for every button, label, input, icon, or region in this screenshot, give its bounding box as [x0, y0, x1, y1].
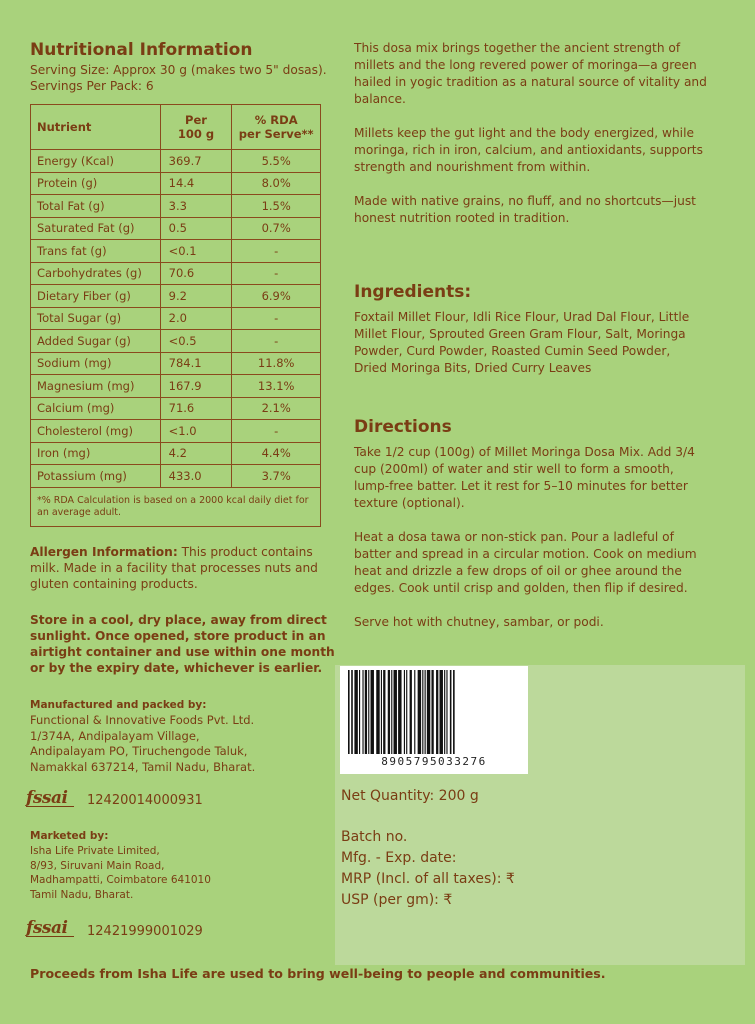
- nutrient-cell: Potassium (mg): [31, 465, 161, 488]
- table-row: [31, 150, 321, 173]
- barcode-bar: [371, 670, 374, 754]
- rda-cell: -: [232, 420, 321, 443]
- nutrient-cell: Energy (Kcal): [31, 150, 161, 173]
- barcode-bar: [450, 670, 452, 754]
- table-row: [31, 307, 321, 330]
- allergen-info: [30, 544, 330, 592]
- nutrient-cell: Trans fat (g): [31, 240, 161, 263]
- per100g-cell: 70.6: [160, 262, 232, 285]
- header-nutrient: Nutrient: [31, 105, 161, 150]
- barcode: [340, 666, 528, 774]
- allergen-label: Allergen Information:: [30, 545, 178, 559]
- header-per-line2: 100 g: [177, 127, 215, 141]
- barcode-bar: [381, 670, 382, 754]
- table-row: [31, 420, 321, 443]
- fssai-underline: [26, 806, 74, 807]
- header-per-100g: [160, 105, 232, 150]
- barcode-bar: [348, 670, 350, 754]
- barcode-bar: [422, 670, 423, 754]
- table-row: [31, 285, 321, 308]
- description-paragraph: This dosa mix brings together the ancient strength of millets and the long revered power of moringa—a green hailed in yogic tradition as a natural source of vitality and balance.: [354, 41, 707, 106]
- table-footnote: *% RDA Calculation is based on a 2000 kcal daily diet for an average adult.: [31, 487, 321, 526]
- manufacturer-line: Functional & Innovative Foods Pvt. Ltd.: [30, 713, 255, 727]
- barcode-bar: [444, 670, 445, 754]
- fssai-number-marketer: 12421999001029: [87, 924, 203, 939]
- storage-instructions: Store in a cool, dry place, away from direct sunlight. Once opened, store product in an airtight container and use within one month or by the expiry date, whichever is earlier.: [30, 613, 335, 675]
- fssai-underline: [26, 936, 74, 937]
- direction-step: Take 1/2 cup (100g) of Millet Moringa Dosa Mix. Add 3/4 cup (200ml) of water and stir well to form a smooth, lump-free batter. Let it rest for 5–10 minutes for better texture (optional).: [354, 445, 695, 510]
- per100g-cell: 14.4: [160, 172, 232, 195]
- per100g-cell: <1.0: [160, 420, 232, 443]
- manufacturer-line: Namakkal 637214, Tamil Nadu, Bharat.: [30, 759, 256, 774]
- manufacturer-label: Manufactured and packed by:: [30, 699, 207, 711]
- per100g-cell: 784.1: [160, 352, 232, 375]
- barcode-bar: [425, 670, 426, 754]
- nutrient-cell: Cholesterol (mg): [31, 420, 161, 443]
- header-rda: [232, 105, 321, 150]
- barcode-bar: [436, 670, 438, 754]
- nutrient-cell: Total Sugar (g): [31, 307, 161, 330]
- per100g-cell: 369.7: [160, 150, 232, 173]
- nutrient-cell: Magnesium (mg): [31, 375, 161, 398]
- directions-title: Directions: [354, 417, 452, 437]
- nutrient-cell: Dietary Fiber (g): [31, 285, 161, 308]
- marketer-line: 8/93, Siruvani Main Road,: [30, 859, 165, 872]
- barcode-bar: [440, 670, 443, 754]
- nutrition-table: [30, 104, 321, 527]
- barcode-bar: [414, 670, 415, 754]
- barcode-bar: [359, 670, 360, 754]
- table-footnote-row: [31, 487, 321, 526]
- barcode-bar: [351, 670, 353, 754]
- rda-cell: 13.1%: [232, 375, 321, 398]
- barcode-bar: [388, 670, 390, 754]
- footer-message: Proceeds from Isha Life are used to bring well-being to people and communities.: [30, 966, 606, 981]
- ingredients-title: Ingredients:: [354, 282, 472, 302]
- rda-cell: 5.5%: [232, 150, 321, 173]
- description-paragraph: Made with native grains, no fluff, and no shortcuts—just honest nutrition rooted in tradition.: [354, 194, 696, 225]
- rda-cell: 11.8%: [232, 352, 321, 375]
- marketer-address: [30, 844, 330, 902]
- barcode-bar: [446, 670, 447, 754]
- barcode-bar: [394, 670, 397, 754]
- nutrient-cell: Added Sugar (g): [31, 330, 161, 353]
- rda-cell: 8.0%: [232, 172, 321, 195]
- barcode-bar: [354, 670, 357, 754]
- table-row: [31, 172, 321, 195]
- nutrient-cell: Total Fat (g): [31, 195, 161, 218]
- nutrient-cell: Sodium (mg): [31, 352, 161, 375]
- mfg-exp-date: Mfg. - Exp. date:: [341, 850, 457, 866]
- rda-cell: -: [232, 307, 321, 330]
- manufacturer-address: [30, 713, 330, 775]
- ingredients-text: Foxtail Millet Flour, Idli Rice Flour, Urad Dal Flour, Little Millet Flour, Sprouted Green Gram Flour, Salt, Moringa Powder, Curd Powder, Roasted Cumin Seed Powder, Dried Moringa Bits, Dried Curry Leaves: [354, 310, 690, 375]
- serving-size: Serving Size: Approx 30 g (makes two 5" dosas).: [30, 63, 327, 77]
- barcode-bar: [410, 670, 412, 754]
- mrp: MRP (Incl. of all taxes): ₹: [341, 871, 515, 887]
- table-row: [31, 352, 321, 375]
- servings-per-pack: Servings Per Pack: 6: [30, 79, 154, 93]
- description-paragraph: Millets keep the gut light and the body energized, while moringa, rich in iron, calcium, and antioxidants, supports strength and nourishment from within.: [354, 126, 703, 174]
- per100g-cell: <0.1: [160, 240, 232, 263]
- per100g-cell: 167.9: [160, 375, 232, 398]
- allergen-text: This product contains milk. Made in a facility that processes nuts and gluten containing products.: [30, 545, 318, 591]
- table-header-row: [31, 105, 321, 150]
- rda-cell: 4.4%: [232, 442, 321, 465]
- per100g-cell: 71.6: [160, 397, 232, 420]
- barcode-bars: [340, 670, 528, 758]
- description: [354, 40, 724, 227]
- usp: USP (per gm): ₹: [341, 892, 453, 908]
- rda-cell: 3.7%: [232, 465, 321, 488]
- marketer-line: Madhampatti, Coimbatore 641010: [30, 874, 211, 886]
- rda-cell: 2.1%: [232, 397, 321, 420]
- table-row: [31, 397, 321, 420]
- marketer-label: Marketed by:: [30, 830, 109, 842]
- barcode-bar: [418, 670, 421, 754]
- table-row: [31, 375, 321, 398]
- per100g-cell: 0.5: [160, 217, 232, 240]
- rda-cell: 6.9%: [232, 285, 321, 308]
- direction-step: Serve hot with chutney, sambar, or podi.: [354, 615, 604, 629]
- barcode-bar: [365, 670, 367, 754]
- header-rda-line1: % RDA: [254, 113, 298, 127]
- barcode-bar: [453, 670, 455, 754]
- barcode-bar: [398, 670, 401, 754]
- rda-cell: 0.7%: [232, 217, 321, 240]
- per100g-cell: <0.5: [160, 330, 232, 353]
- barcode-bar: [427, 670, 430, 754]
- fssai-number-manufacturer: 12420014000931: [87, 793, 203, 808]
- table-row: [31, 465, 321, 488]
- nutrient-cell: Protein (g): [31, 172, 161, 195]
- marketer-line: Isha Life Private Limited,: [30, 845, 160, 857]
- per100g-cell: 433.0: [160, 465, 232, 488]
- per100g-cell: 4.2: [160, 442, 232, 465]
- barcode-number: 8905795033276: [381, 755, 487, 768]
- table-row: [31, 195, 321, 218]
- nutrient-cell: Calcium (mg): [31, 397, 161, 420]
- barcode-bar: [406, 670, 407, 754]
- per100g-cell: 9.2: [160, 285, 232, 308]
- table-row: [31, 217, 321, 240]
- nutrient-cell: Saturated Fat (g): [31, 217, 161, 240]
- nutrient-cell: Carbohydrates (g): [31, 262, 161, 285]
- table-row: [31, 262, 321, 285]
- batch-number: Batch no.: [341, 829, 408, 845]
- rda-cell: -: [232, 240, 321, 263]
- rda-cell: -: [232, 330, 321, 353]
- nutrition-title: Nutritional Information: [30, 40, 253, 60]
- net-quantity: Net Quantity: 200 g: [341, 788, 479, 804]
- manufacturer-line: 1/374A, Andipalayam Village,: [30, 728, 200, 743]
- barcode-bar: [404, 670, 405, 754]
- barcode-bar: [383, 670, 385, 754]
- direction-step: Heat a dosa tawa or non-stick pan. Pour a ladleful of batter and spread in a circular motion. Cook on medium heat and drizzle a few drops of oil or ghee around the edges. Cook until crisp and golden, then flip if desired.: [354, 530, 697, 595]
- table-row: [31, 330, 321, 353]
- barcode-bar: [431, 670, 433, 754]
- directions-steps: [354, 444, 702, 631]
- table-row: [31, 442, 321, 465]
- rda-cell: -: [232, 262, 321, 285]
- barcode-bar: [362, 670, 363, 754]
- table-row: [31, 240, 321, 263]
- header-rda-line2: per Serve**: [238, 127, 314, 141]
- header-per-line1: Per: [185, 113, 207, 127]
- barcode-bar: [368, 670, 369, 754]
- fssai-logo-marketer: fssai: [26, 918, 68, 938]
- manufacturer-line: Andipalayam PO, Tiruchengode Taluk,: [30, 744, 248, 758]
- fssai-logo-manufacturer: fssai: [26, 788, 68, 808]
- rda-cell: 1.5%: [232, 195, 321, 218]
- barcode-bar: [391, 670, 392, 754]
- per100g-cell: 3.3: [160, 195, 232, 218]
- marketer-line: Tamil Nadu, Bharat.: [30, 888, 134, 901]
- per100g-cell: 2.0: [160, 307, 232, 330]
- barcode-bar: [376, 670, 379, 754]
- nutrient-cell: Iron (mg): [31, 442, 161, 465]
